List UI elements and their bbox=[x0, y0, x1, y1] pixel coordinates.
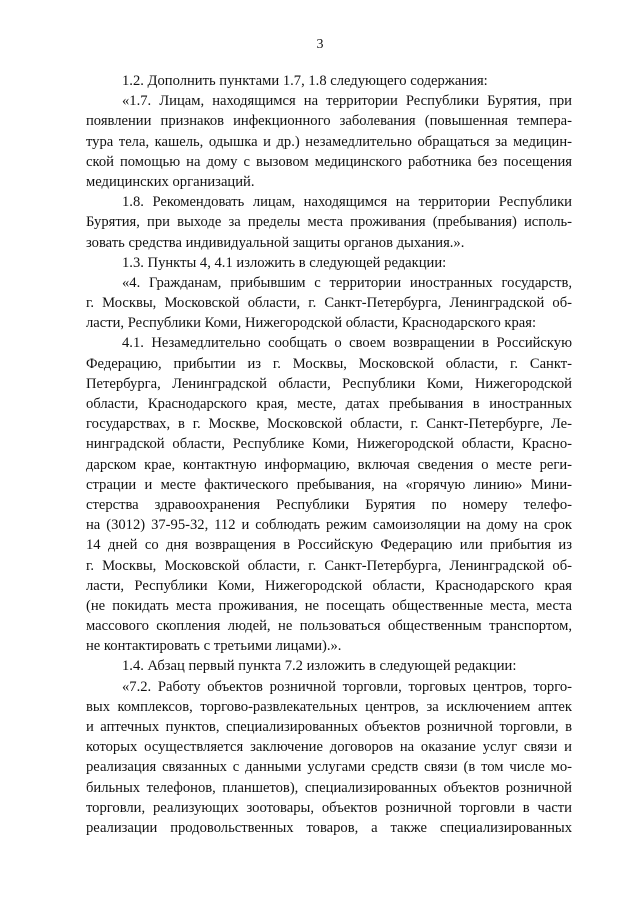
text-line: «7.2. Работу объектов розничной торговли, торговых центров, торго- bbox=[122, 678, 572, 695]
text-line: 1.8. Рекомендовать лицам, находящимся на территории Республики bbox=[122, 194, 572, 211]
text-line: на (3012) 37-95-32, 112 и соблюдать режим самоизоляции на дому на срок bbox=[86, 517, 572, 534]
text-line: 4.1. Незамедлительно сообщать о своем возвращении в Российскую bbox=[122, 335, 572, 352]
text-line: области, Краснодарского края, месте, датах пребывания в иностранных bbox=[86, 396, 572, 412]
text-line: дарском крае, контактную информацию, включая сведения о месте реги- bbox=[86, 456, 572, 473]
text-line: бильных телефонов, планшетов), специализированных объектов розничной bbox=[86, 779, 572, 796]
text-line: вых комплексов, торгово-развлекательных центров, за исключением аптек bbox=[86, 698, 572, 715]
text-line: «4. Гражданам, прибывшим с территории иностранных государств, bbox=[122, 274, 572, 291]
text-line: появлении признаков инфекционного заболевания (повышенная темпера- bbox=[86, 113, 572, 130]
text-line: государствах, в г. Москве, Московской области, г. Санкт-Петербурге, Ле- bbox=[86, 416, 572, 433]
text-line: г. Москвы, Московской области, г. Санкт-Петербурга, Ленинградской об- bbox=[86, 295, 572, 312]
text-line: медицинских организаций. bbox=[86, 173, 255, 190]
text-line: реализации продовольственных товаров, а также специализированных bbox=[86, 819, 572, 836]
text-line: ской помощью на дому с вызовом медицинского работника без посещения bbox=[86, 153, 572, 170]
text-line: страции и месте фактического пребывания, на «горячую линию» Мини- bbox=[86, 476, 572, 493]
body-text bbox=[86, 71, 572, 838]
text-line: и аптечных пунктов, специализированных объектов розничной торговли, в bbox=[86, 719, 572, 735]
text-line: тура тела, кашель, одышка и др.) незамедлительно обращаться за медицин- bbox=[86, 133, 572, 150]
text-line: 1.3. Пункты 4, 4.1 изложить в следующей редакции: bbox=[122, 254, 447, 271]
text-line: реализация связанных с данными услугами средств связи (в том числе мо- bbox=[86, 759, 572, 776]
text-line: которых осуществляется заключение договоров на оказание услуг связи и bbox=[86, 739, 572, 756]
text-line: торговли, реализующих зоотовары, объектов розничной торговли в части bbox=[86, 799, 572, 816]
text-line: 1.2. Дополнить пунктами 1.7, 1.8 следующего содержания: bbox=[122, 73, 488, 89]
text-line: не контактировать с третьими лицами).». bbox=[86, 638, 342, 655]
text-line: Петербурга, Ленинградской области, Республики Коми, Нижегородской bbox=[86, 375, 572, 392]
text-line: Федерацию, прибытии из г. Москвы, Московской области, г. Санкт- bbox=[86, 355, 572, 372]
page-number: 3 bbox=[316, 37, 324, 52]
text-line: «1.7. Лицам, находящимся на территории Республики Бурятия, при bbox=[122, 93, 572, 110]
text-line: (не покидать места проживания, не посещать общественные места, места bbox=[86, 597, 572, 614]
text-line: ласти, Республики Коми, Нижегородской области, Краснодарского края bbox=[86, 577, 572, 594]
text-line: г. Москвы, Московской области, г. Санкт-Петербурга, Ленинградской об- bbox=[86, 557, 572, 574]
text-line: ласти, Республики Коми, Нижегородской области, Краснодарского края: bbox=[86, 315, 537, 332]
text-line: Бурятия, при выходе за пределы места проживания (пребывания) исполь- bbox=[86, 214, 572, 231]
text-line: массового скопления людей, не пользоваться общественным транспортом, bbox=[86, 618, 572, 635]
text-line: 14 дней со дня возвращения в Российскую Федерацию или прибытия из bbox=[86, 537, 572, 554]
text-line: 1.4. Абзац первый пункта 7.2 изложить в следующей редакции: bbox=[122, 658, 517, 675]
text-line: нинградской области, Республике Коми, Нижегородской области, Красно- bbox=[86, 436, 572, 453]
text-line: зовать средства индивидуальной защиты органов дыхания.». bbox=[86, 234, 465, 251]
text-line: стерства здравоохранения Республики Бурятия по номеру телефо- bbox=[86, 496, 572, 513]
